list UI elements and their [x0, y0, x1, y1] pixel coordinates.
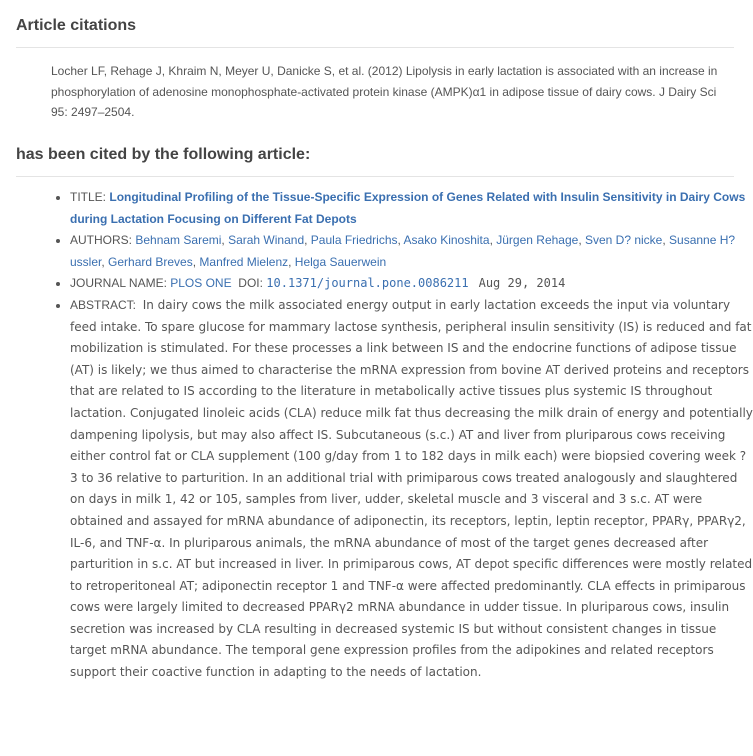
reference-citation: Locher LF, Rehage J, Khraim N, Meyer U, Danicke S, et al. (2012) Lipolysis in early lactation is associated with an increase in phosphorylation of adenosine monophosphate-activated protein kinase (AMPK)α1 in adipose tissue of dairy cows. J Dairy Sci 95: 2497–2504. [51, 64, 718, 119]
publication-date: Aug 29, 2014 [478, 276, 566, 291]
author-link[interactable]: Behnam Saremi [135, 233, 222, 248]
author-link[interactable]: Manfred Mielenz [199, 254, 289, 269]
author-link[interactable]: Sven D? nicke [584, 233, 663, 248]
author-link[interactable]: Helga Sauerwein [294, 254, 387, 269]
author-link[interactable]: Jürgen Rehage [496, 233, 579, 248]
authors-label: AUTHORS: [70, 233, 133, 248]
abstract-label: ABSTRACT: [70, 297, 137, 312]
authors-item [70, 230, 753, 273]
doi-label: DOI: [238, 276, 263, 291]
journal-name-link[interactable]: PLOS ONE [170, 276, 232, 291]
section-title: Article citations [16, 17, 137, 34]
author-link[interactable]: Gerhard Breves [108, 254, 193, 269]
journal-item [70, 273, 753, 295]
cited-by-heading: has been cited by the following article: [16, 146, 311, 163]
author-link[interactable]: Paula Friedrichs [310, 233, 398, 248]
abstract-text: In dairy cows the milk associated energy output in early lactation exceeds the input via voluntary feed intake. To spare glucose for mammary lactose synthesis, peripheral insulin sensitivity (IS) is reduced and fat mobilization is stimulated. For these processes a link between IS and the endocrine functions of adipose tissue (AT) is likely; we thus aimed to characterise the mRNA expression from bovine AT derived proteins and receptors that are related to IS according to the literature in metabolically active tissues plus systemic IS throughout lactation. Conjugated linoleic acids (CLA) reduce milk fat thus decreasing the milk drain of energy and potentially dampening lipolysis, but may also affect IS. Subcutaneous (s.c.) AT and liver from pluriparous cows receiving either control fat or CLA supplement (100 g/day from 1 to 182 days in milk each) were biopsied covering week ? 3 to 36 relative to parturition. In an additional trial with primiparous cows treated analogously and slaughtered on days in milk 1, 42 or 105, samples from liver, udder, skeletal muscle and 3 visceral and 3 s.c. AT were obtained and assayed for mRNA abundance of adiponectin, its receptors, leptin, leptin receptor, PPARγ, PPARγ2, IL-6, and TNF-α. In pluriparous animals, the mRNA abundance of most of the target genes decreased after parturition in s.c. AT but increased in liver. In primiparous cows, AT depot specific differences were mostly related to retroperitoneal AT; adiponectin receptor 1 and TNF-α were affected predominantly. CLA effects in primiparous cows were largely limited to decreased PPARγ2 mRNA abundance in udder tissue. In pluriparous cows, insulin secretion was increased by CLA resulting in decreased systemic IS but without consistent changes in tissue target mRNA abundance. The temporal gene expression profiles from the adipokines and related receptors support their coactive function in adapting to the needs of lactation. [70, 297, 753, 680]
doi-link[interactable]: 10.1371/journal.pone.0086211 [266, 276, 469, 291]
journal-label: JOURNAL NAME: [70, 276, 167, 291]
article-title-link[interactable]: Longitudinal Profiling of the Tissue-Specific Expression of Genes Related with Insulin Sensitivity in Dairy Cows during Lactation Focusing on Different Fat Depots [70, 190, 746, 226]
author-link[interactable]: Sarah Winand [228, 233, 305, 248]
authors-list: Behnam Saremi, Sarah Winand, Paula Friedrichs, Asako Kinoshita, Jürgen Rehage, Sven D? nicke, Susanne H? ussler, Gerhard Breves, Manfred Mielenz, Helga Sauerwein [70, 233, 736, 269]
divider [16, 176, 734, 177]
title-item [70, 187, 753, 230]
abstract-item [70, 295, 753, 684]
author-link[interactable]: Asako Kinoshita [403, 233, 490, 248]
title-label: TITLE: [70, 190, 107, 204]
article-details-list [52, 187, 753, 684]
divider [16, 47, 734, 48]
author-link[interactable]: Susanne H? ussler [70, 233, 736, 269]
